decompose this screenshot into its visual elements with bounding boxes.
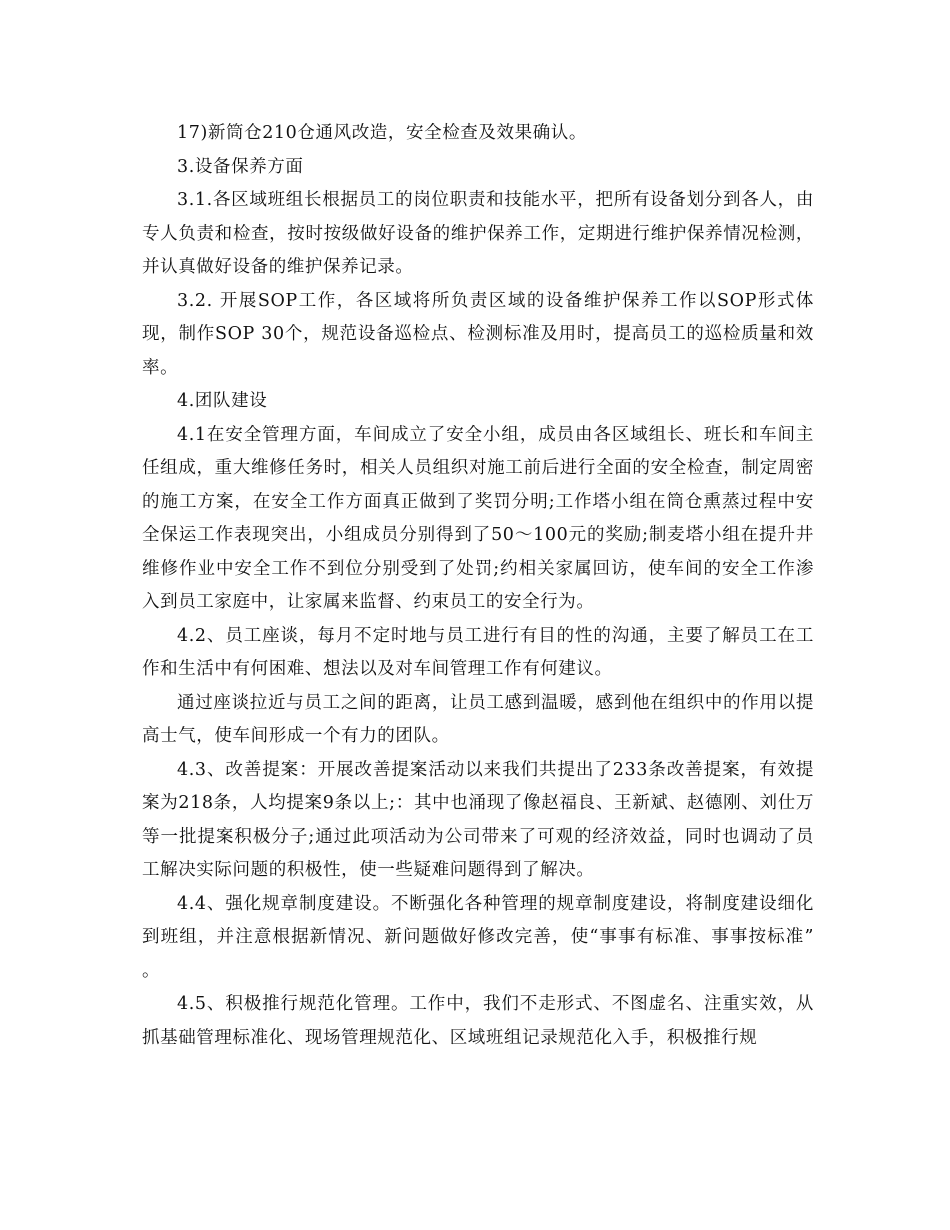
paragraph-3-1: 3.1.各区域班组长根据员工的岗位职责和技能水平，把所有设备划分到各人，由专人负责和检查，按时按级做好设备的维护保养工作，定期进行维护保养情况检测，并认真做好设备的维护保养记录。 xyxy=(142,190,814,277)
paragraph-4-5: 4.5、积极推行规范化管理。工作中，我们不走形式、不图虚名、注重实效，从抓基础管理标准化、现场管理规范化、区域班组记录规范化入手，积极推行规 xyxy=(142,994,814,1048)
document-body xyxy=(142,117,814,1055)
paragraph-4-1: 4.1在安全管理方面，车间成立了安全小组，成员由各区域组长、班长和车间主任组成，重大维修任务时，相关人员组织对施工前后进行全面的安全检查，制定周密的施工方案，在安全工作方面真正做到了奖罚分明;工作塔小组在筒仓熏蒸过程中安全保运工作表现突出，小组成员分别得到了50～100元的奖励;制麦塔小组在提升井维修作业中安全工作不到位分别受到了处罚;约相关家属回访，使车间的安全工作渗入到员工家庭中，让家属来监督、约束员工的安全行为。 xyxy=(142,424,814,612)
paragraph-4-3: 4.3、改善提案：开展改善提案活动以来我们共提出了233条改善提案，有效提案为218条，人均提案9条以上;：其中也涌现了像赵福良、王新斌、赵德刚、刘仕万等一批提案积极分子;通过此项活动为公司带来了可观的经济效益，同时也调动了员工解决实际问题的积极性，使一些疑难问题得到了解决。 xyxy=(142,759,814,880)
paragraph-item-17: 17)新筒仓210仓通风改造，安全检查及效果确认。 xyxy=(177,123,587,143)
paragraph-4-2-continued: 通过座谈拉近与员工之间的距离，让员工感到温暖，感到他在组织中的作用以提高士气，使车间形成一个有力的团队。 xyxy=(142,692,814,746)
section-heading-team-building: 4.团队建设 xyxy=(177,391,268,411)
paragraph-4-4: 4.4、强化规章制度建设。不断强化各种管理的规章制度建设，将制度建设细化到班组，并注意根据新情况、新问题做好修改完善，使“事事有标准、事事按标准” 。 xyxy=(142,893,814,981)
paragraph-3-2: 3.2. 开展SOP工作，各区域将所负责区域的设备维护保养工作以SOP形式体现，制作SOP 30个，规范设备巡检点、检测标准及用时，提高员工的巡检质量和效率。 xyxy=(142,290,814,378)
paragraph-4-2: 4.2、员工座谈，每月不定时地与员工进行有目的性的沟通，主要了解员工在工作和生活中有何困难、想法以及对车间管理工作有何建议。 xyxy=(142,625,814,679)
section-heading-equipment-maintenance: 3.设备保养方面 xyxy=(177,156,304,177)
